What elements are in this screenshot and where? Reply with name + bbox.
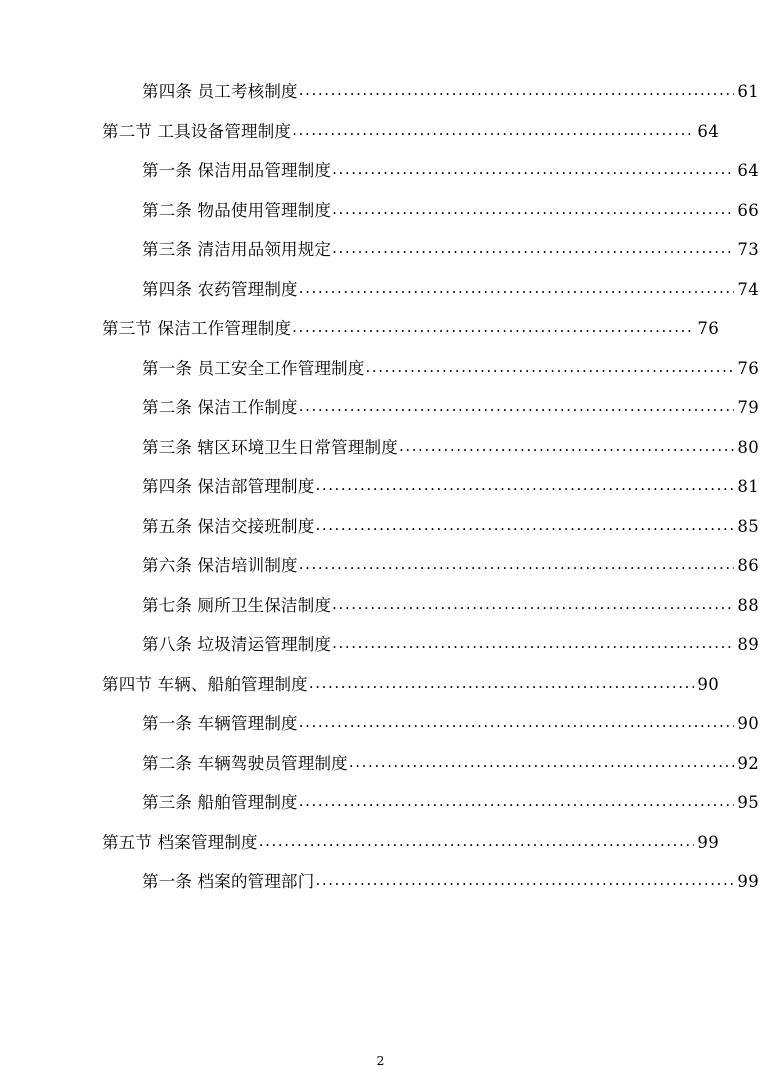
toc-entry-label: 第四条 员工考核制度 — [142, 82, 298, 101]
toc-entry-page-number: 95 — [737, 793, 759, 812]
toc-entry[interactable] — [72, 637, 759, 654]
toc-entry[interactable] — [72, 321, 719, 338]
toc-entry[interactable] — [72, 279, 759, 299]
toc-entry[interactable] — [72, 832, 719, 852]
toc-leader-dots — [315, 518, 734, 533]
toc-entry-label: 第三条 辖区环境卫生日常管理制度 — [142, 437, 398, 457]
toc-entry[interactable] — [72, 479, 759, 496]
toc-entry-label: 第一条 车辆管理制度 — [142, 714, 298, 733]
toc-entry-page-number: 74 — [737, 279, 759, 299]
toc-leader-dots — [299, 715, 734, 730]
toc-entry-page-number: 61 — [737, 82, 759, 101]
toc-entry-label: 第二条 保洁工作制度 — [142, 398, 298, 417]
toc-leader-dots — [292, 320, 694, 335]
toc-entry[interactable] — [72, 121, 719, 141]
toc-entry[interactable] — [72, 200, 759, 220]
toc-entry-page-number: 86 — [737, 556, 759, 575]
toc-leader-dots — [315, 478, 734, 493]
toc-entry[interactable] — [72, 400, 759, 417]
toc-entry-page-number: 76 — [697, 319, 719, 338]
toc-entry-page-number: 64 — [697, 121, 719, 141]
toc-entry-page-number: 99 — [697, 832, 719, 852]
toc-entry[interactable] — [72, 595, 759, 615]
toc-leader-dots — [349, 755, 734, 770]
toc-entry-page-number: 92 — [737, 753, 759, 773]
toc-entry-label: 第四条 保洁部管理制度 — [142, 477, 315, 496]
toc-entry-label: 第七条 厕所卫生保洁制度 — [142, 595, 332, 615]
toc-entry[interactable] — [72, 437, 759, 457]
toc-entry-label: 第五节 档案管理制度 — [102, 832, 258, 852]
toc-entry-label: 第六条 保洁培训制度 — [142, 556, 298, 575]
toc-entry-label: 第二节 工具设备管理制度 — [102, 121, 292, 141]
toc-entry-page-number: 99 — [737, 872, 759, 891]
toc-entry-label: 第一条 保洁用品管理制度 — [142, 161, 332, 180]
toc-leader-dots — [399, 439, 734, 454]
toc-entry[interactable] — [72, 516, 759, 536]
toc-leader-dots — [309, 676, 694, 691]
toc-entry-label: 第四节 车辆、船舶管理制度 — [102, 674, 308, 694]
toc-leader-dots — [299, 281, 734, 296]
toc-entry[interactable] — [72, 242, 759, 259]
toc-entry-label: 第三节 保洁工作管理制度 — [102, 319, 292, 338]
table-of-contents — [72, 82, 759, 891]
toc-entry[interactable] — [72, 716, 759, 733]
toc-entry[interactable] — [72, 795, 759, 812]
page-number: 2 — [376, 1053, 385, 1068]
toc-entry-page-number: 85 — [737, 516, 759, 536]
toc-entry-page-number: 80 — [737, 437, 759, 457]
toc-leader-dots — [366, 360, 734, 375]
toc-leader-dots — [332, 597, 734, 612]
toc-entry-page-number: 90 — [697, 674, 719, 694]
toc-entry-label: 第五条 保洁交接班制度 — [142, 516, 315, 536]
toc-entry-page-number: 66 — [737, 200, 759, 220]
toc-entry[interactable] — [72, 558, 759, 575]
toc-entry-label: 第三条 清洁用品领用规定 — [142, 240, 332, 259]
toc-entry-page-number: 90 — [737, 714, 759, 733]
toc-leader-dots — [299, 399, 734, 414]
toc-entry-page-number: 89 — [737, 635, 759, 654]
toc-entry[interactable] — [72, 84, 759, 101]
toc-leader-dots — [299, 557, 734, 572]
toc-entry-label: 第三条 船舶管理制度 — [142, 793, 298, 812]
toc-entry-page-number: 81 — [737, 477, 759, 496]
toc-entry[interactable] — [72, 163, 759, 180]
toc-leader-dots — [332, 202, 734, 217]
toc-leader-dots — [259, 834, 694, 849]
toc-entry-label: 第二条 物品使用管理制度 — [142, 200, 332, 220]
toc-leader-dots — [299, 83, 734, 98]
toc-leader-dots — [332, 241, 734, 256]
toc-entry-label: 第四条 农药管理制度 — [142, 279, 298, 299]
toc-entry-page-number: 88 — [737, 595, 759, 615]
toc-entry-label: 第八条 垃圾清运管理制度 — [142, 635, 332, 654]
toc-leader-dots — [299, 794, 734, 809]
toc-leader-dots — [292, 123, 694, 138]
toc-entry[interactable] — [72, 674, 719, 694]
toc-leader-dots — [315, 873, 734, 888]
toc-entry-page-number: 64 — [737, 161, 759, 180]
toc-entry-label: 第一条 员工安全工作管理制度 — [142, 358, 365, 378]
toc-leader-dots — [332, 636, 734, 651]
toc-entry[interactable] — [72, 358, 759, 378]
toc-entry-label: 第一条 档案的管理部门 — [142, 872, 315, 891]
toc-entry-page-number: 73 — [737, 240, 759, 259]
toc-entry-page-number: 76 — [737, 358, 759, 378]
toc-leader-dots — [332, 162, 734, 177]
toc-entry[interactable] — [72, 874, 759, 891]
toc-entry-page-number: 79 — [737, 398, 759, 417]
toc-entry[interactable] — [72, 753, 759, 773]
toc-entry-label: 第二条 车辆驾驶员管理制度 — [142, 753, 348, 773]
